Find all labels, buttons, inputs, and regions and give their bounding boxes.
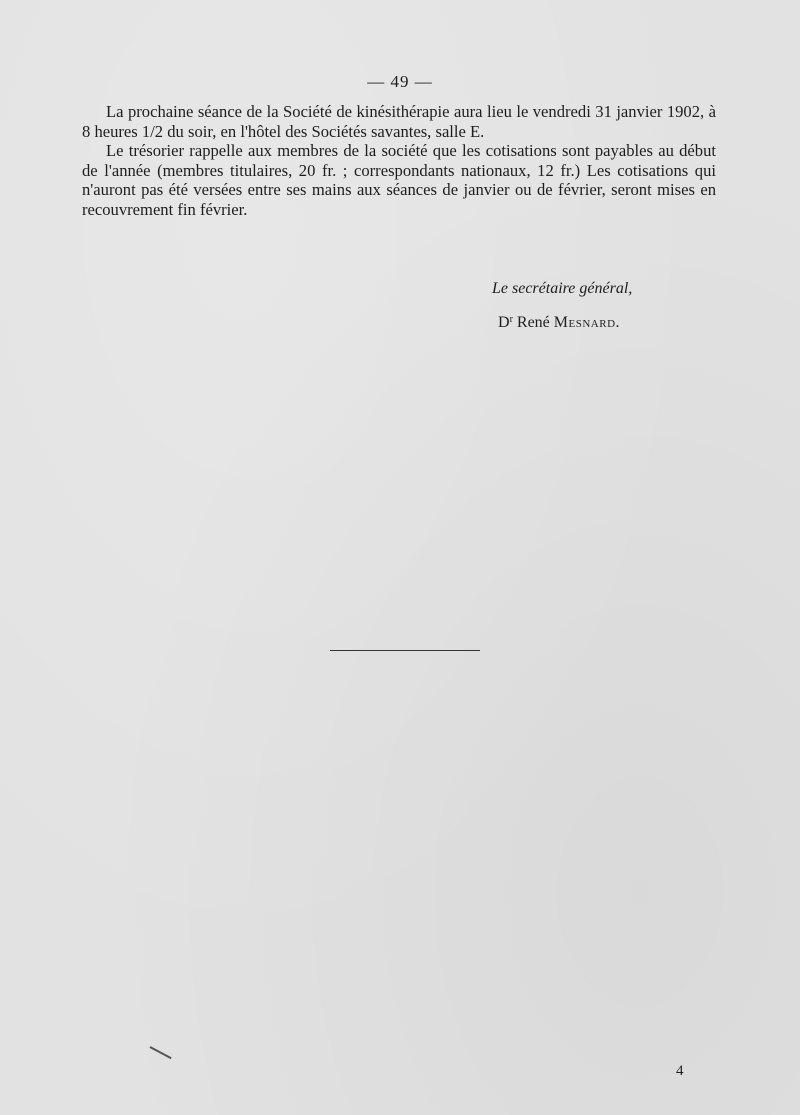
treasurer-notice-paragraph: Le trésorier rappelle aux membres de la société que les cotisations sont payables au début de l'année (membres titulaires, 20 fr. ; correspondants nationaux, 12 fr.) Les cotisations qui n'auront pas été versées entre ses mains aux séances de janvier ou de février, seront mises en recouvrement fin février. [82, 141, 716, 219]
page-number: — 49 — [367, 72, 433, 91]
signature-prefix: D [498, 314, 510, 331]
sheet-number: 4 [676, 1063, 684, 1079]
meeting-announcement-paragraph: La prochaine séance de la Société de kinésithérapie aura lieu le vendredi 31 janvier 1902, à 8 heures 1/2 du soir, en l'hôtel des Sociétés savantes, salle E. [82, 102, 716, 141]
signature-first-name: René [516, 314, 550, 331]
signature-last-name: Mesnard. [553, 314, 621, 331]
signature-name [498, 314, 620, 332]
signature-title: Le secrétaire général, [492, 280, 633, 297]
stray-mark [150, 1046, 172, 1059]
body-text [82, 102, 716, 220]
section-divider [330, 650, 480, 651]
signature-prefix-sup: r [509, 314, 513, 325]
